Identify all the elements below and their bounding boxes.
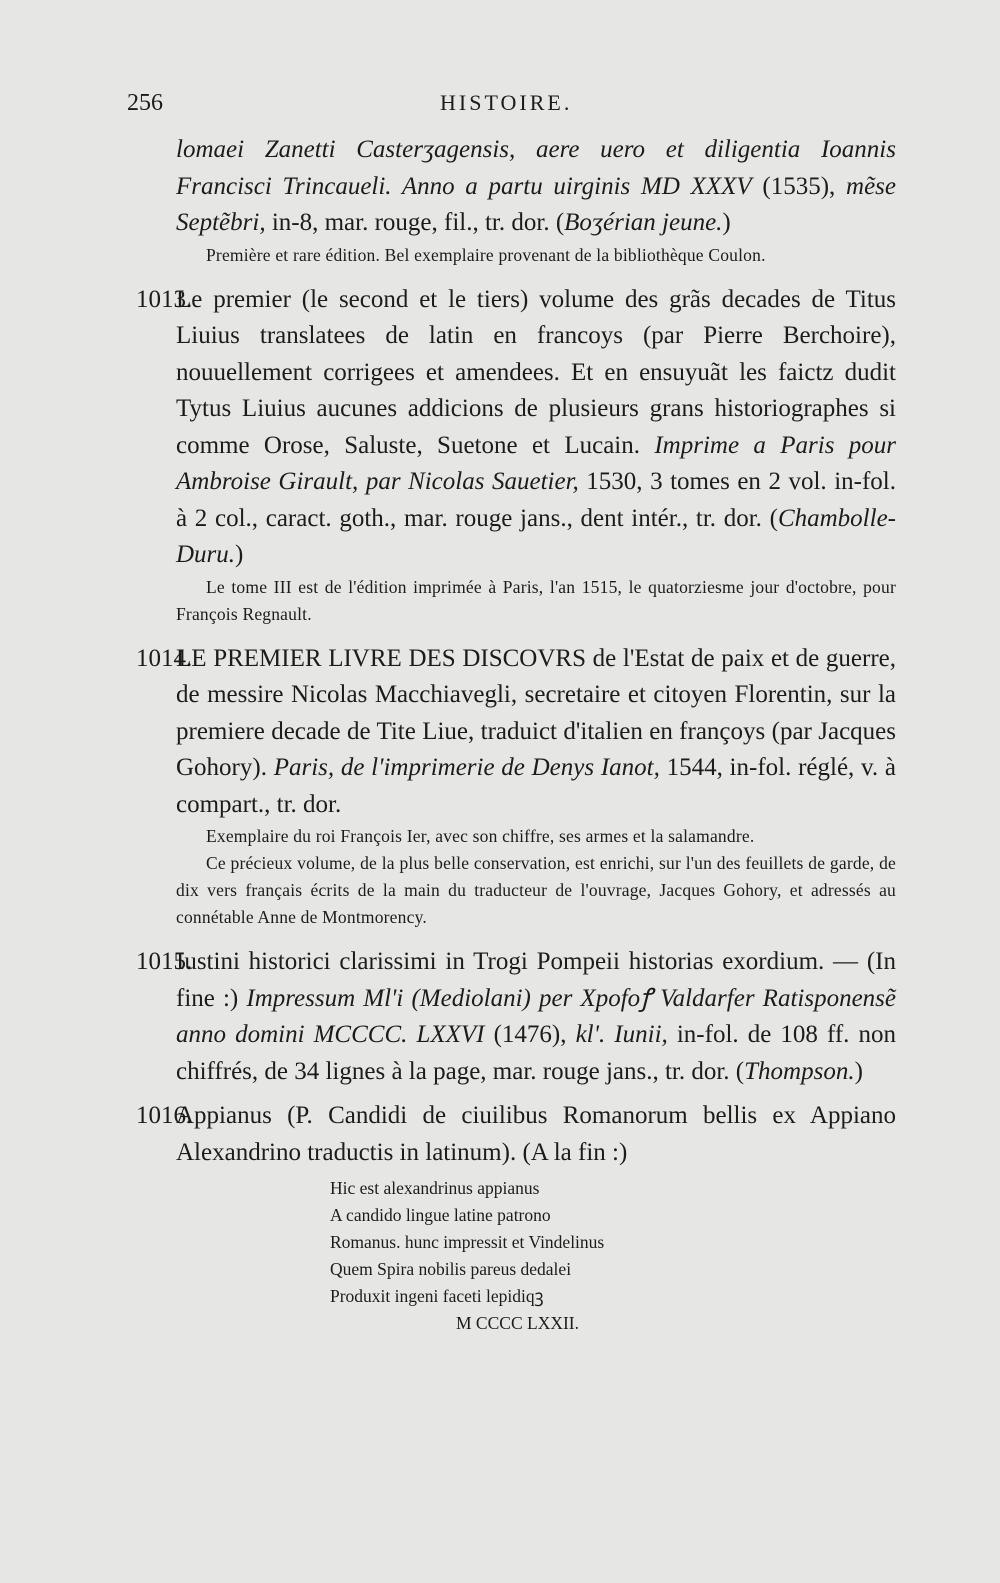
entry-text-part: Iustini historici clarissimi in Trogi Pompeii historias exordium. — (In fine :): [176, 948, 896, 1012]
verse-line: A candido lingue latine patrono: [330, 1205, 551, 1225]
entry-number: 1013.: [136, 285, 193, 313]
entry-text-part: 1544, in-fol. réglé, v. à compart., tr. dor.: [176, 754, 896, 818]
entry-text-part: in-8, mar. rouge, fil., tr. dor. (: [265, 209, 565, 236]
page-body: [136, 132, 896, 1337]
entry-text-part: ): [722, 209, 731, 236]
italic-text: Paris, de l'imprimerie de Denys Ianot,: [273, 754, 660, 781]
italic-text: mẽse Septẽbri,: [176, 172, 897, 236]
entry-1015: [136, 944, 896, 1090]
entry-1013: [136, 282, 896, 628]
entry-text: [136, 944, 896, 1090]
page-number: 256: [127, 90, 163, 116]
entry-number: 1015.: [136, 948, 193, 975]
entry-note: Première et rare édition. Bel exemplaire provenant de la bibliothèque Coulon.: [206, 244, 766, 265]
binder-name: Chambolle-Duru.: [176, 504, 896, 568]
verse-line: Hic est alexandrinus appianus: [330, 1178, 540, 1198]
entry-text: [136, 132, 896, 242]
verse-line: Produxit ingeni faceti lepidiqꝫ: [330, 1286, 544, 1306]
entry-number: 1016.: [136, 1102, 193, 1129]
binder-name: Boʒérian jeune.: [564, 209, 723, 236]
colophon-verse: [136, 1175, 896, 1337]
entry-continued: [136, 132, 896, 269]
entry-text-part: in-fol. de 108 ff. non chiffrés, de 34 lignes à la page, mar. rouge jans., tr. dor. (: [176, 1021, 897, 1085]
entry-text-part: (1476),: [484, 1021, 576, 1048]
entry-text-part: ): [235, 541, 244, 568]
entry-text: Appianus (P. Candidi de ciuilibus Romanorum bellis ex Appiano Alexandrino traductis in latinum). (A la fin :): [176, 1102, 896, 1166]
entry-note: Le tome III est de l'édition imprimée à Paris, l'an 1515, le quatorziesme jour d'octobre, pour François Regnault.: [176, 576, 896, 624]
entry-note: Ce précieux volume, de la plus belle conservation, est enrichi, sur l'un des feuillets de garde, de dix vers français écrits de la main du traducteur de l'ouvrage, Jacques Gohory, et adressés au connétable Anne de Montmorency.: [176, 853, 896, 927]
entry-text: [136, 282, 896, 574]
entry-number: 1014.: [136, 644, 193, 672]
italic-text: kl'. Iunii,: [575, 1021, 668, 1048]
running-title: HISTOIRE.: [440, 90, 573, 115]
verse-date: M CCCC LXXII.: [456, 1313, 579, 1333]
entry-note: Exemplaire du roi François Ier, avec son chiffre, ses armes et la salamandre.: [206, 826, 755, 846]
entry-text-part: 1530, 3 tomes en 2 vol. in-fol. à 2 col., caract. goth., mar. rouge jans., dent intér., tr. dor. (: [176, 468, 896, 532]
entry-text-part: (1535),: [751, 172, 847, 200]
italic-text: lomaei Zanetti Casterʒagensis, aere uero et diligentia Ioannis Francisci Trincaueli. Anno a partu uirginis MD XXXV: [176, 136, 896, 200]
verse-line: Quem Spira nobilis pareus dedalei: [330, 1259, 572, 1279]
italic-text: Impressum Ml'i (Mediolani) per Xpofoꝭ Valdarfer Ratisponensẽ anno domini MCCCC. LXXVI: [176, 984, 896, 1048]
page-header: [0, 82, 1000, 122]
binder-name: Thompson.: [744, 1057, 855, 1085]
entry-1016: [136, 1098, 896, 1337]
entry-text-part: Le premier (le second et le tiers) volume des grãs decades de Titus Liuius translatees de latin en francoys (par Pierre Berchoire), nouuellement corrigees et amendees. Et en ensuyuãt les faictz dudit Tytus Liuius aucunes addicions de plusieurs grans historiographes si comme Orose, Saluste, Suetone et Lucain.: [176, 285, 896, 459]
entry-1014: [136, 641, 896, 932]
entry-text-part: LE PREMIER LIVRE DES DISCOVRS de l'Estat de paix et de guerre, de messire Nicolas Macchiavegli, secretaire et citoyen Florentin, sur la premiere decade de Tite Liue, traduict d'italien en françoys (par Jacques Gohory).: [176, 644, 896, 781]
italic-text: Imprime a Paris pour Ambroise Girault, par Nicolas Sauetier,: [176, 431, 896, 495]
entry-text: [136, 641, 896, 824]
verse-line: Romanus. hunc impressit et Vindelinus: [330, 1232, 605, 1252]
entry-text-part: ): [854, 1057, 863, 1085]
